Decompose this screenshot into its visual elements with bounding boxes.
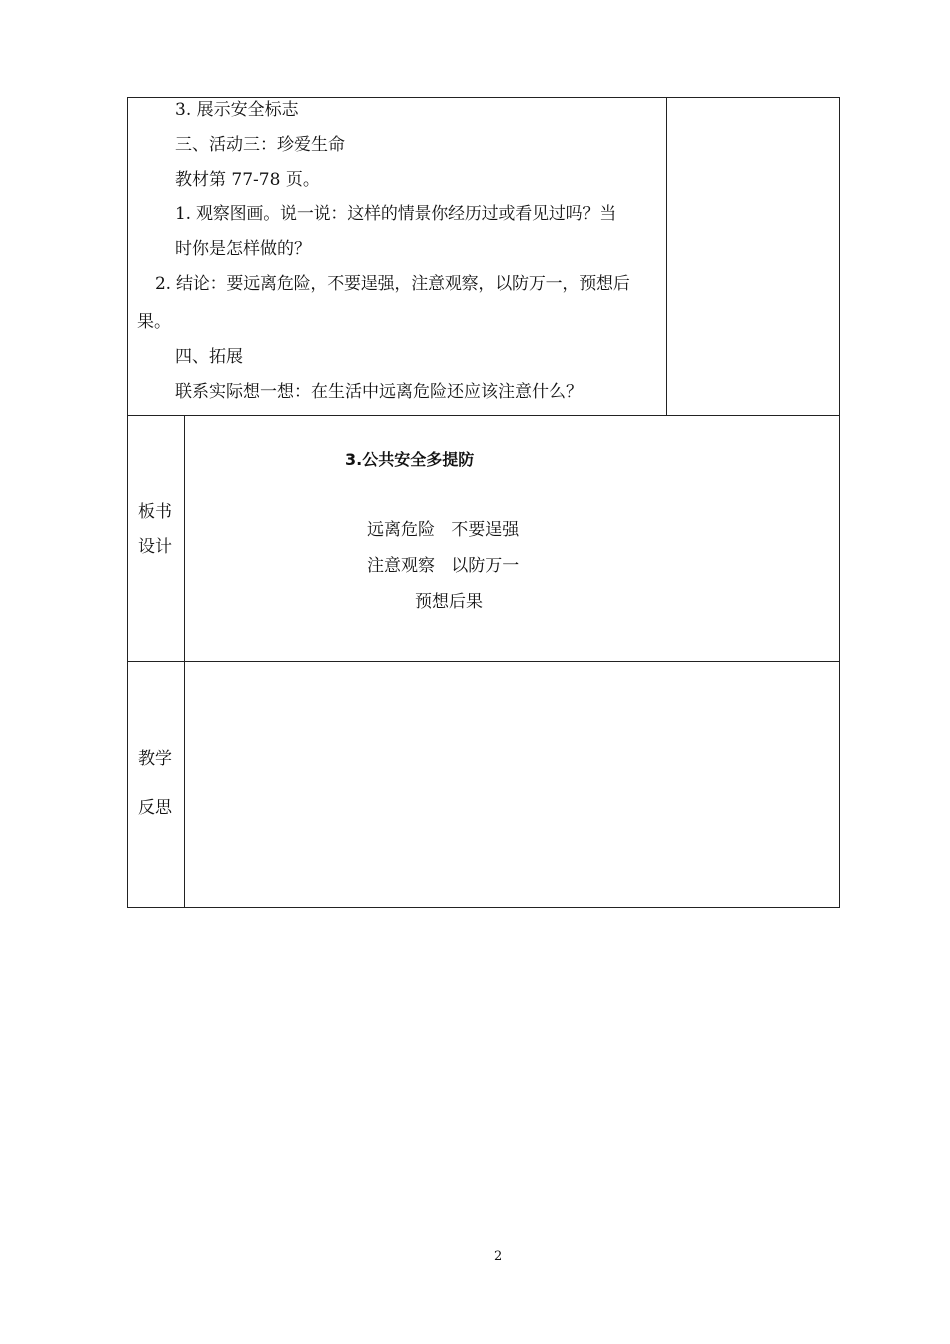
label-column-divider (184, 415, 185, 908)
board-design-label-2: 设计 (138, 537, 172, 557)
reflection-label-1: 教学 (138, 749, 172, 769)
table-bottom-border (127, 907, 840, 908)
activity-line-5: 时你是怎样做的？ (175, 239, 311, 259)
activity-line-6: 2. 结论：要远离危险，不要逞强，注意观察，以防万一，预想后 (155, 274, 630, 294)
row-divider-2 (127, 661, 840, 662)
activity-line-9: 联系实际想一想：在生活中远离危险还应该注意什么？ (175, 382, 583, 402)
activity-line-7: 果。 (137, 312, 171, 332)
board-design-line-1: 远离危险 不要逞强 (367, 520, 520, 540)
board-design-label-1: 板书 (138, 502, 172, 522)
board-design-line-3: 预想后果 (415, 592, 483, 612)
table-left-border (127, 97, 128, 908)
activity-line-4: 1. 观察图画。说一说：这样的情景你经历过或看见过吗？当 (175, 204, 617, 224)
page-number: 2 (494, 1249, 503, 1264)
activity-line-2: 三、活动三：珍爱生命 (175, 135, 345, 155)
table-top-border (127, 97, 840, 98)
notes-column-divider (666, 97, 667, 416)
activity-line-8: 四、拓展 (175, 347, 243, 367)
board-design-line-2: 注意观察 以防万一 (367, 556, 520, 576)
activity-line-3: 教材第 77-78 页。 (175, 170, 320, 190)
table-right-border (839, 97, 840, 908)
row-divider-1 (127, 415, 840, 416)
activity-line-1: 3. 展示安全标志 (175, 100, 299, 120)
reflection-label-2: 反思 (138, 798, 172, 818)
board-design-title: 3.公共安全多提防 (345, 450, 475, 469)
